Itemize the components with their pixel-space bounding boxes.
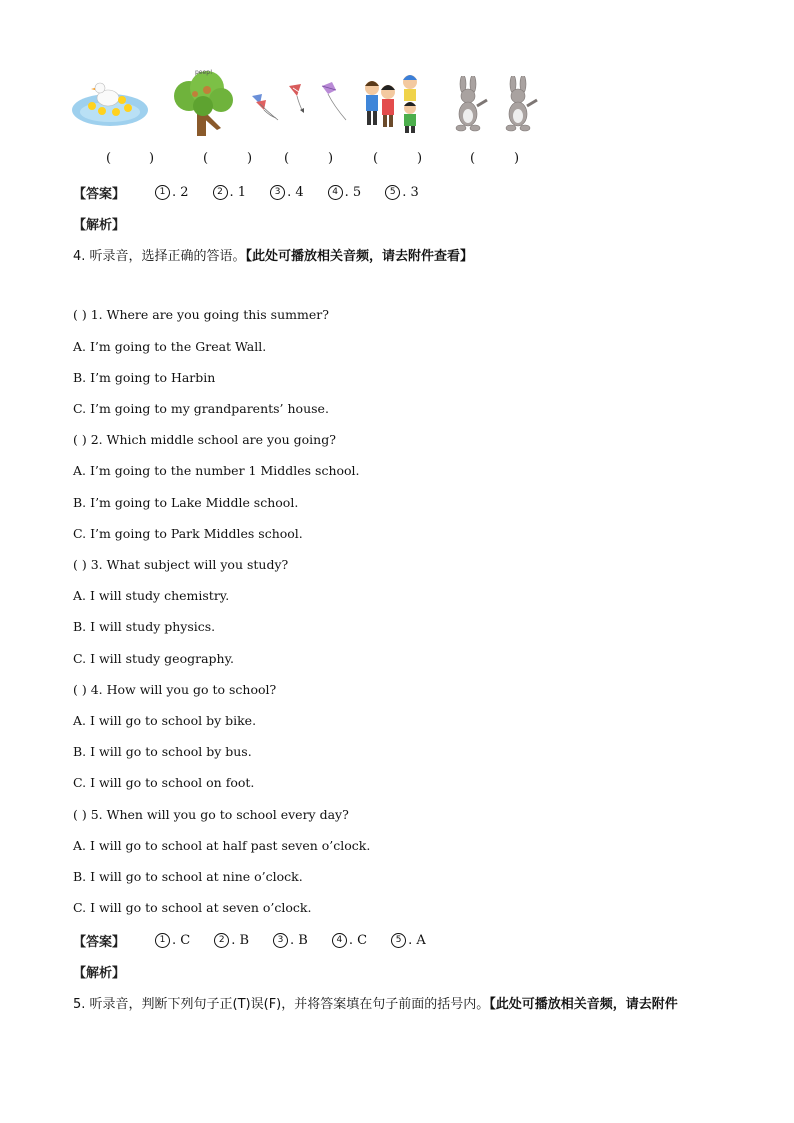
answer-item: 3 . 4: [270, 185, 304, 200]
option-c: C. I will study geography.: [73, 651, 234, 666]
option-a: A. I’m going to the Great Wall.: [73, 339, 267, 354]
analysis-label: 【解析】: [73, 966, 126, 981]
blank-open-paren: (: [203, 151, 209, 166]
blank-open-paren: (: [470, 151, 476, 166]
question-stem: ( ) 3. What subject will you study?: [73, 557, 289, 572]
answer-item: 2 . B: [214, 933, 249, 948]
option-b: B. I will go to school by bus.: [73, 744, 252, 759]
option-a: A. I will go to school by bike.: [73, 713, 257, 728]
answer-item: 2 . 1: [213, 185, 247, 200]
option-b: B. I will go to school at nine o’clock.: [73, 869, 303, 884]
option-c: C. I will go to school at seven o’clock.: [73, 900, 312, 915]
option-a: A. I will study chemistry.: [73, 588, 230, 603]
option-b: B. I’m going to Lake Middle school.: [73, 495, 299, 510]
answer-item: 4 . 5: [328, 185, 362, 200]
option-c: C. I’m going to Park Middles school.: [73, 526, 303, 541]
question-stem: ( ) 2. Which middle school are you going?: [73, 432, 336, 447]
answer-row: [73, 183, 443, 202]
blank-close-paren: ): [328, 151, 334, 166]
answer-label: 【答案】: [73, 187, 126, 202]
answer-item: 5 . 3: [385, 185, 419, 200]
kite-icon: [283, 82, 311, 116]
blank-open-paren: (: [373, 151, 379, 166]
option-c: C. I will go to school on foot.: [73, 775, 255, 790]
answer-row: [73, 931, 450, 950]
kites-icon: [248, 92, 280, 122]
option-a: A. I will go to school at half past seven o’clock.: [73, 838, 371, 853]
blank-close-paren: ): [149, 151, 155, 166]
blank-open-paren: (: [284, 151, 290, 166]
option-b: B. I’m going to Harbin: [73, 370, 216, 385]
question-stem: ( ) 5. When will you go to school every day?: [73, 807, 349, 822]
answer-item: 1 . C: [155, 933, 190, 948]
blank-close-paren: ): [514, 151, 520, 166]
kite-icon: [318, 80, 350, 122]
answer-item: 3 . B: [273, 933, 308, 948]
rabbits-icon: [447, 76, 545, 132]
blank-open-paren: (: [106, 151, 112, 166]
option-b: B. I will study physics.: [73, 619, 216, 634]
analysis-label: 【解析】: [73, 218, 126, 233]
svg-text:peep!: peep!: [195, 69, 213, 76]
blank-close-paren: ): [417, 151, 423, 166]
question-stem: ( ) 4. How will you go to school?: [73, 682, 277, 697]
tree-birds-icon: [167, 66, 237, 138]
answer-item: 4 . C: [332, 933, 367, 948]
blank-close-paren: ): [247, 151, 253, 166]
question-heading: 4. 听录音，选择正确的答语。【此处可播放相关音频，请去附件查看】: [73, 249, 474, 264]
question-heading: 5. 听录音，判断下列句子正(T)误(F)，并将答案填在句子前面的括号内。【此处可播放相关音频，请去附件: [73, 997, 678, 1012]
question-stem: ( ) 1. Where are you going this summer?: [73, 307, 329, 322]
option-a: A. I’m going to the number 1 Middles school.: [73, 463, 360, 478]
answer-label: 【答案】: [73, 935, 126, 950]
answer-item: 5 . A: [391, 933, 426, 948]
ducks-pond-icon: [70, 78, 150, 128]
children-icon: [360, 72, 432, 134]
answer-item: 1 . 2: [155, 185, 189, 200]
option-c: C. I’m going to my grandparents’ house.: [73, 401, 329, 416]
